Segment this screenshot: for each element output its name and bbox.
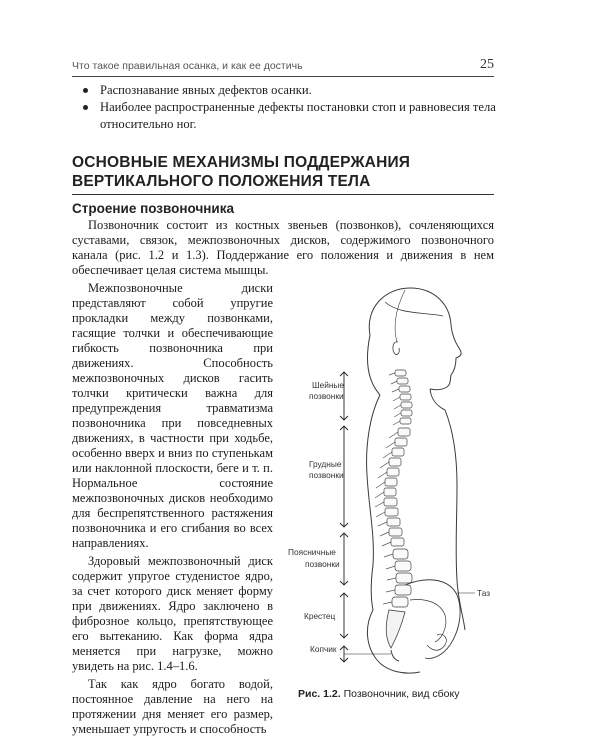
- section-title: ОСНОВНЫЕ МЕХАНИЗМЫ ПОДДЕРЖАНИЯ ВЕРТИКАЛЬНОГО ПОЛОЖЕНИЯ ТЕЛА: [72, 154, 411, 190]
- running-head: Что такое правильная осанка, и как ее достичь: [72, 60, 303, 72]
- caption-text: Позвоночник, вид сбоку: [343, 688, 460, 700]
- text-column: [72, 281, 273, 740]
- label-thoracic: позвонки: [309, 470, 344, 480]
- intro-paragraph: Позвоночник состоит из костных звеньев (позвонков), сочленяющихся суставами, связок, межпозвоночных дисков, содержимого позвоночного канала (рис. 1.2 и 1.3). Поддержание его положения и движения в нем обеспечивает целая система мышцы.: [72, 218, 494, 277]
- subsection-title: Строение позвоночника: [72, 201, 234, 216]
- label-cervical: Шейные: [312, 380, 345, 390]
- body-paragraph: Так как ядро богато водой, постоянное давление на него на протяжении дня меняет его размер, уменьшает упругость и способность: [72, 677, 273, 736]
- spine-illustration: [285, 280, 500, 685]
- label-thoracic: Грудные: [309, 459, 342, 469]
- label-lumbar: Поясничные: [288, 547, 336, 557]
- label-lumbar: позвонки: [305, 559, 340, 569]
- section-rule: [72, 194, 494, 195]
- body-paragraph: Межпозвоночные диски представляют собой упругие прокладки между позвонками, гасящие толчки и обеспечивающие гибкость позвоночника при движениях. Способность межпозвоночных дисков гасить толчки критически важна для предупреждения травматизма позвоночника при повседневных движениях, в частности при ходьбе, особенно вверх и вниз по ступенькам или наклонной плоскости, беге и т. п. Нормальное состояние межпозвоночных дисков необходимо для беспрепятственного растяжения позвоночника и его сгибания во всех направлениях.: [72, 281, 273, 550]
- label-cervical: позвонки: [309, 391, 344, 401]
- caption-number: Рис. 1.2.: [298, 688, 341, 700]
- page-number: 25: [480, 57, 494, 72]
- list-item: Распознавание явных дефектов осанки.: [72, 82, 497, 99]
- list-item: Наиболее распространенные дефекты постановки стоп и равновесия тела относительно ног.: [72, 99, 497, 133]
- bullet-icon: [83, 88, 88, 93]
- header-rule: [72, 76, 494, 77]
- bullet-icon: [83, 105, 88, 110]
- spine-figure: [285, 280, 500, 685]
- bullet-list: [72, 82, 497, 133]
- label-pelvis: Таз: [477, 588, 491, 598]
- coccyx-icon: [391, 650, 399, 661]
- body-outline: [367, 288, 465, 673]
- label-coccyx: Копчик: [310, 644, 337, 654]
- vertebrae: [384, 370, 412, 607]
- sacrum-icon: [386, 610, 405, 648]
- label-sacrum: Крестец: [304, 611, 336, 621]
- body-paragraph: Здоровый межпозвоночный диск содержит упругое студенистое ядро, за счет которого диск меняет форму при движениях. Ядро заключено в фиброзное кольцо, препятствующее его вытеканию. Как форма ядра меняется при нагрузке, можно увидеть на рис. 1.4–1.6.: [72, 554, 273, 673]
- figure-caption: [298, 688, 459, 700]
